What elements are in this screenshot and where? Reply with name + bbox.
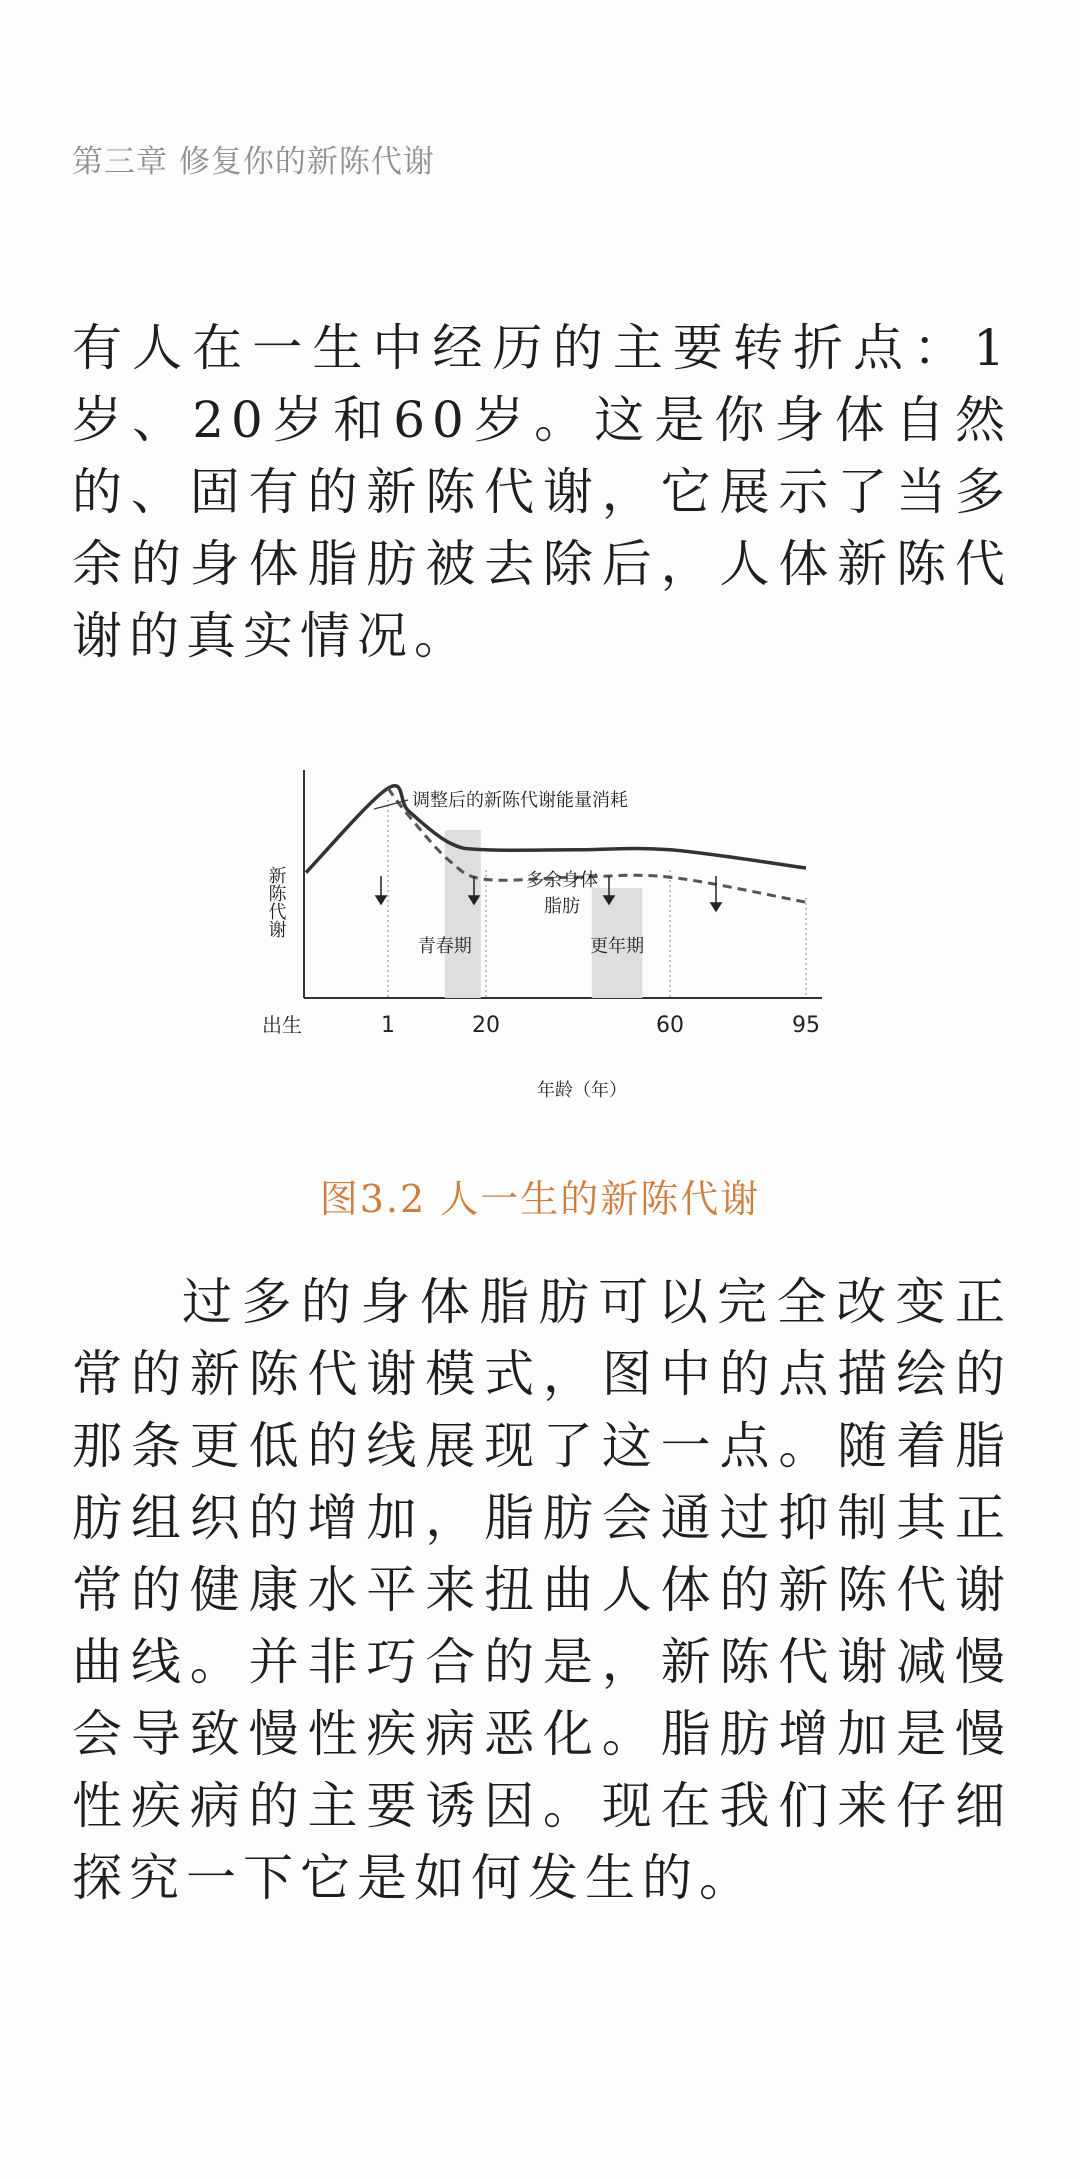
gap-arrow-4 — [711, 876, 721, 911]
chapter-header: 第三章 修复你的新陈代谢 — [72, 144, 435, 180]
gap-label-line2: 脂肪 — [544, 896, 580, 917]
period-label-puberty: 青春期 — [417, 936, 472, 957]
curve-label: 调整后的新陈代谢能量消耗 — [412, 790, 628, 811]
period-label-menopause: 更年期 — [590, 936, 645, 957]
gap-arrow-1 — [376, 876, 386, 904]
x-tick-20: 20 — [472, 1013, 500, 1038]
x-tick-95: 95 — [792, 1013, 820, 1038]
x-tick-1: 1 — [381, 1013, 395, 1038]
metabolism-figure — [262, 770, 832, 1130]
shade-puberty — [445, 830, 481, 998]
y-axis-label: 新陈代谢 — [265, 866, 287, 938]
x-tick-birth: 出生 — [262, 1013, 302, 1037]
x-axis-label: 年龄（年） — [537, 1080, 627, 1101]
body-paragraph-1: 有人在一生中经历的主要转折点：1岁、20岁和60岁。这是你身体自然的、固有的新陈代谢，它展示了当多余的身体脂肪被去除后，人体新陈代谢的真实情况。 — [72, 319, 1012, 665]
metabolism-chart — [262, 770, 832, 1130]
x-tick-60: 60 — [656, 1013, 684, 1038]
body-paragraph-2: 过多的身体脂肪可以完全改变正常的新陈代谢模式，图中的点描绘的那条更低的线展现了这一点。随着脂肪组织的增加，脂肪会通过抑制其正常的健康水平来扭曲人体的新陈代谢曲线。并非巧合的是，新陈代谢减慢会导致慢性疾病恶化。脂肪增加是慢性疾病的主要诱因。现在我们来仔细探究一下它是如何发生的。 — [72, 1273, 1012, 1907]
figure-caption: 图3.2 人一生的新陈代谢 — [319, 1177, 761, 1221]
gap-label-line1: 多余身体 — [526, 870, 598, 891]
